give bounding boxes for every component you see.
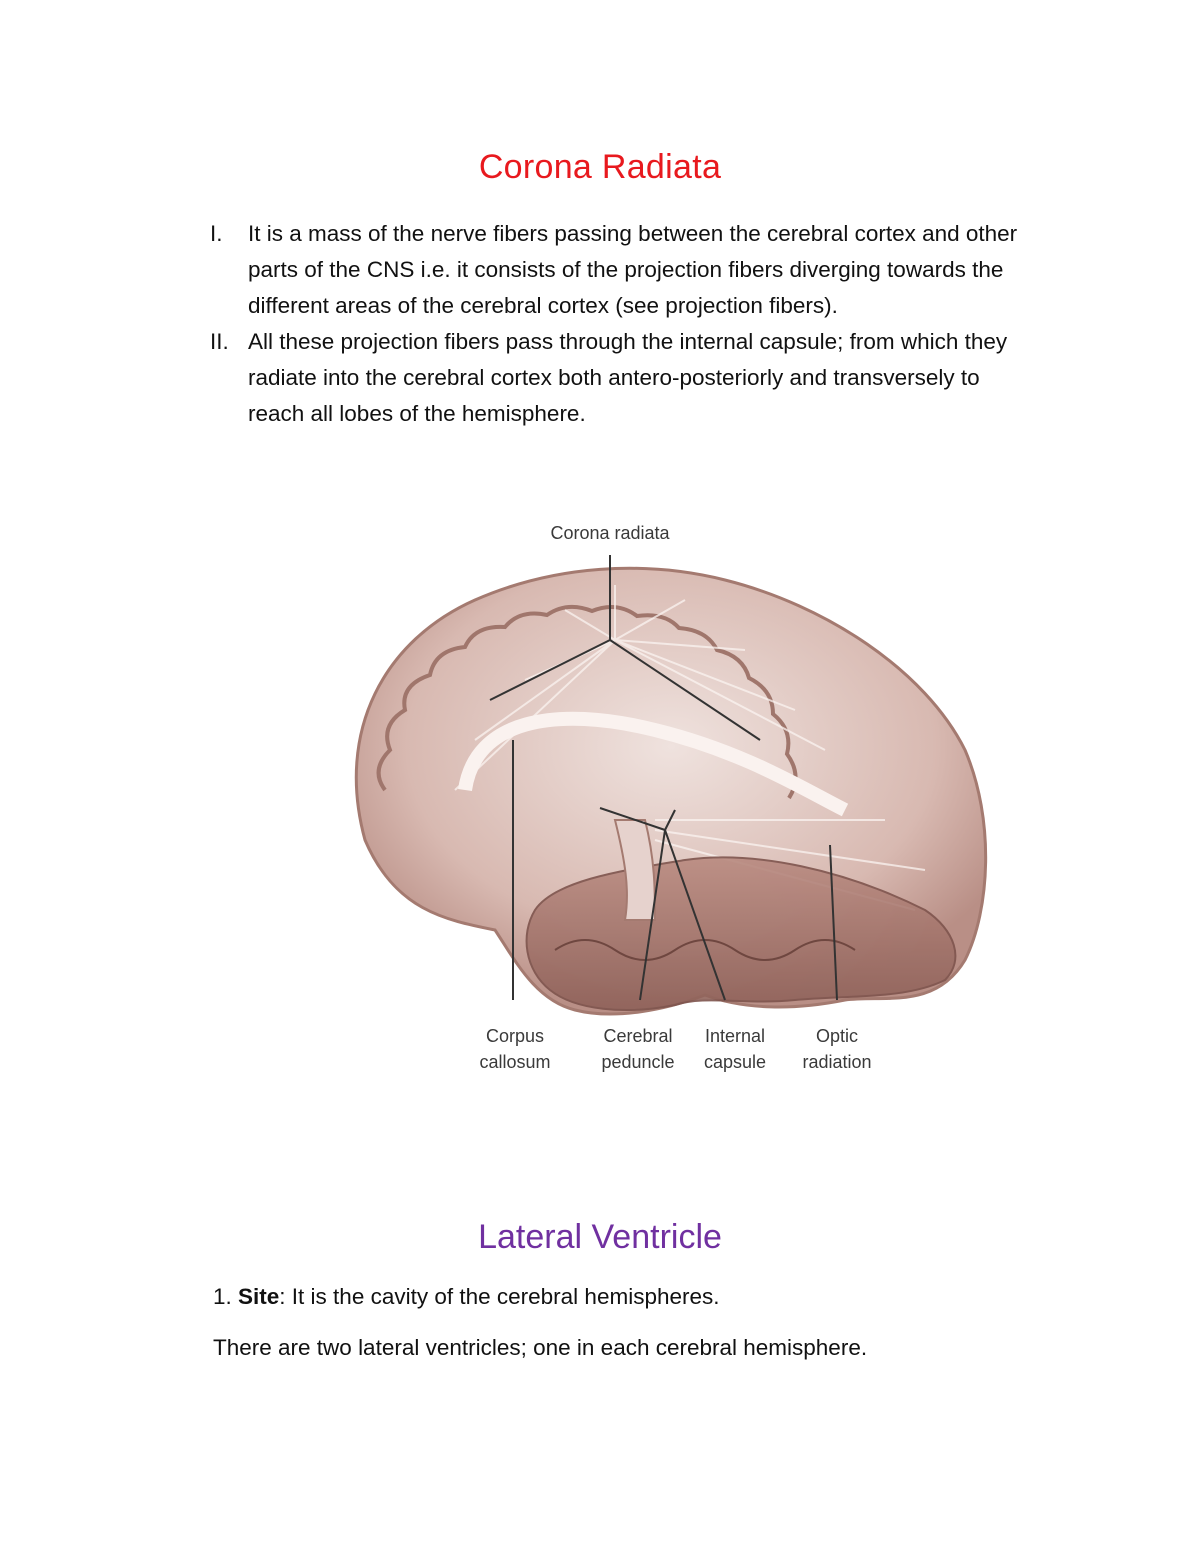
heading-lateral-ventricle: Lateral Ventricle xyxy=(478,1218,722,1256)
brain-diagram xyxy=(325,490,1025,1090)
heading-corona-radiata: Corona Radiata xyxy=(478,148,722,186)
list-numeral: I. xyxy=(210,221,223,246)
body-paragraph: There are two lateral ventricles; one in each cerebral hemisphere. xyxy=(213,1335,868,1360)
numbered-list xyxy=(180,216,1020,432)
label-corona-radiata: Corona radiata xyxy=(550,523,670,543)
list-text: All these projection fibers pass through the internal capsule; from which they radiate into the cerebral cortex both antero-posteriorly and transversely to reach all lobes of the hemisphere. xyxy=(248,329,1008,426)
label-cerebral-peduncle: Cerebral peduncle xyxy=(601,1026,675,1072)
list-item xyxy=(180,216,1020,324)
list-item xyxy=(180,324,1020,432)
label-optic-radiation: Optic radiation xyxy=(802,1026,872,1072)
label-internal-capsule: Internal capsule xyxy=(703,1026,767,1072)
site-label: Site xyxy=(238,1284,280,1309)
brain-illustration xyxy=(325,490,1025,1090)
site-paragraph: 1. Site: It is the cavity of the cerebral hemispheres. xyxy=(213,1284,720,1309)
list-text: It is a mass of the nerve fibers passing between the cerebral cortex and other parts of the CNS i.e. it consists of the projection fibers diverging towards the different areas of the cerebral cortex (see projection fibers). xyxy=(248,221,1018,318)
label-corpus-callosum: Corpus callosum xyxy=(479,1026,551,1072)
list-numeral: II. xyxy=(210,329,229,354)
